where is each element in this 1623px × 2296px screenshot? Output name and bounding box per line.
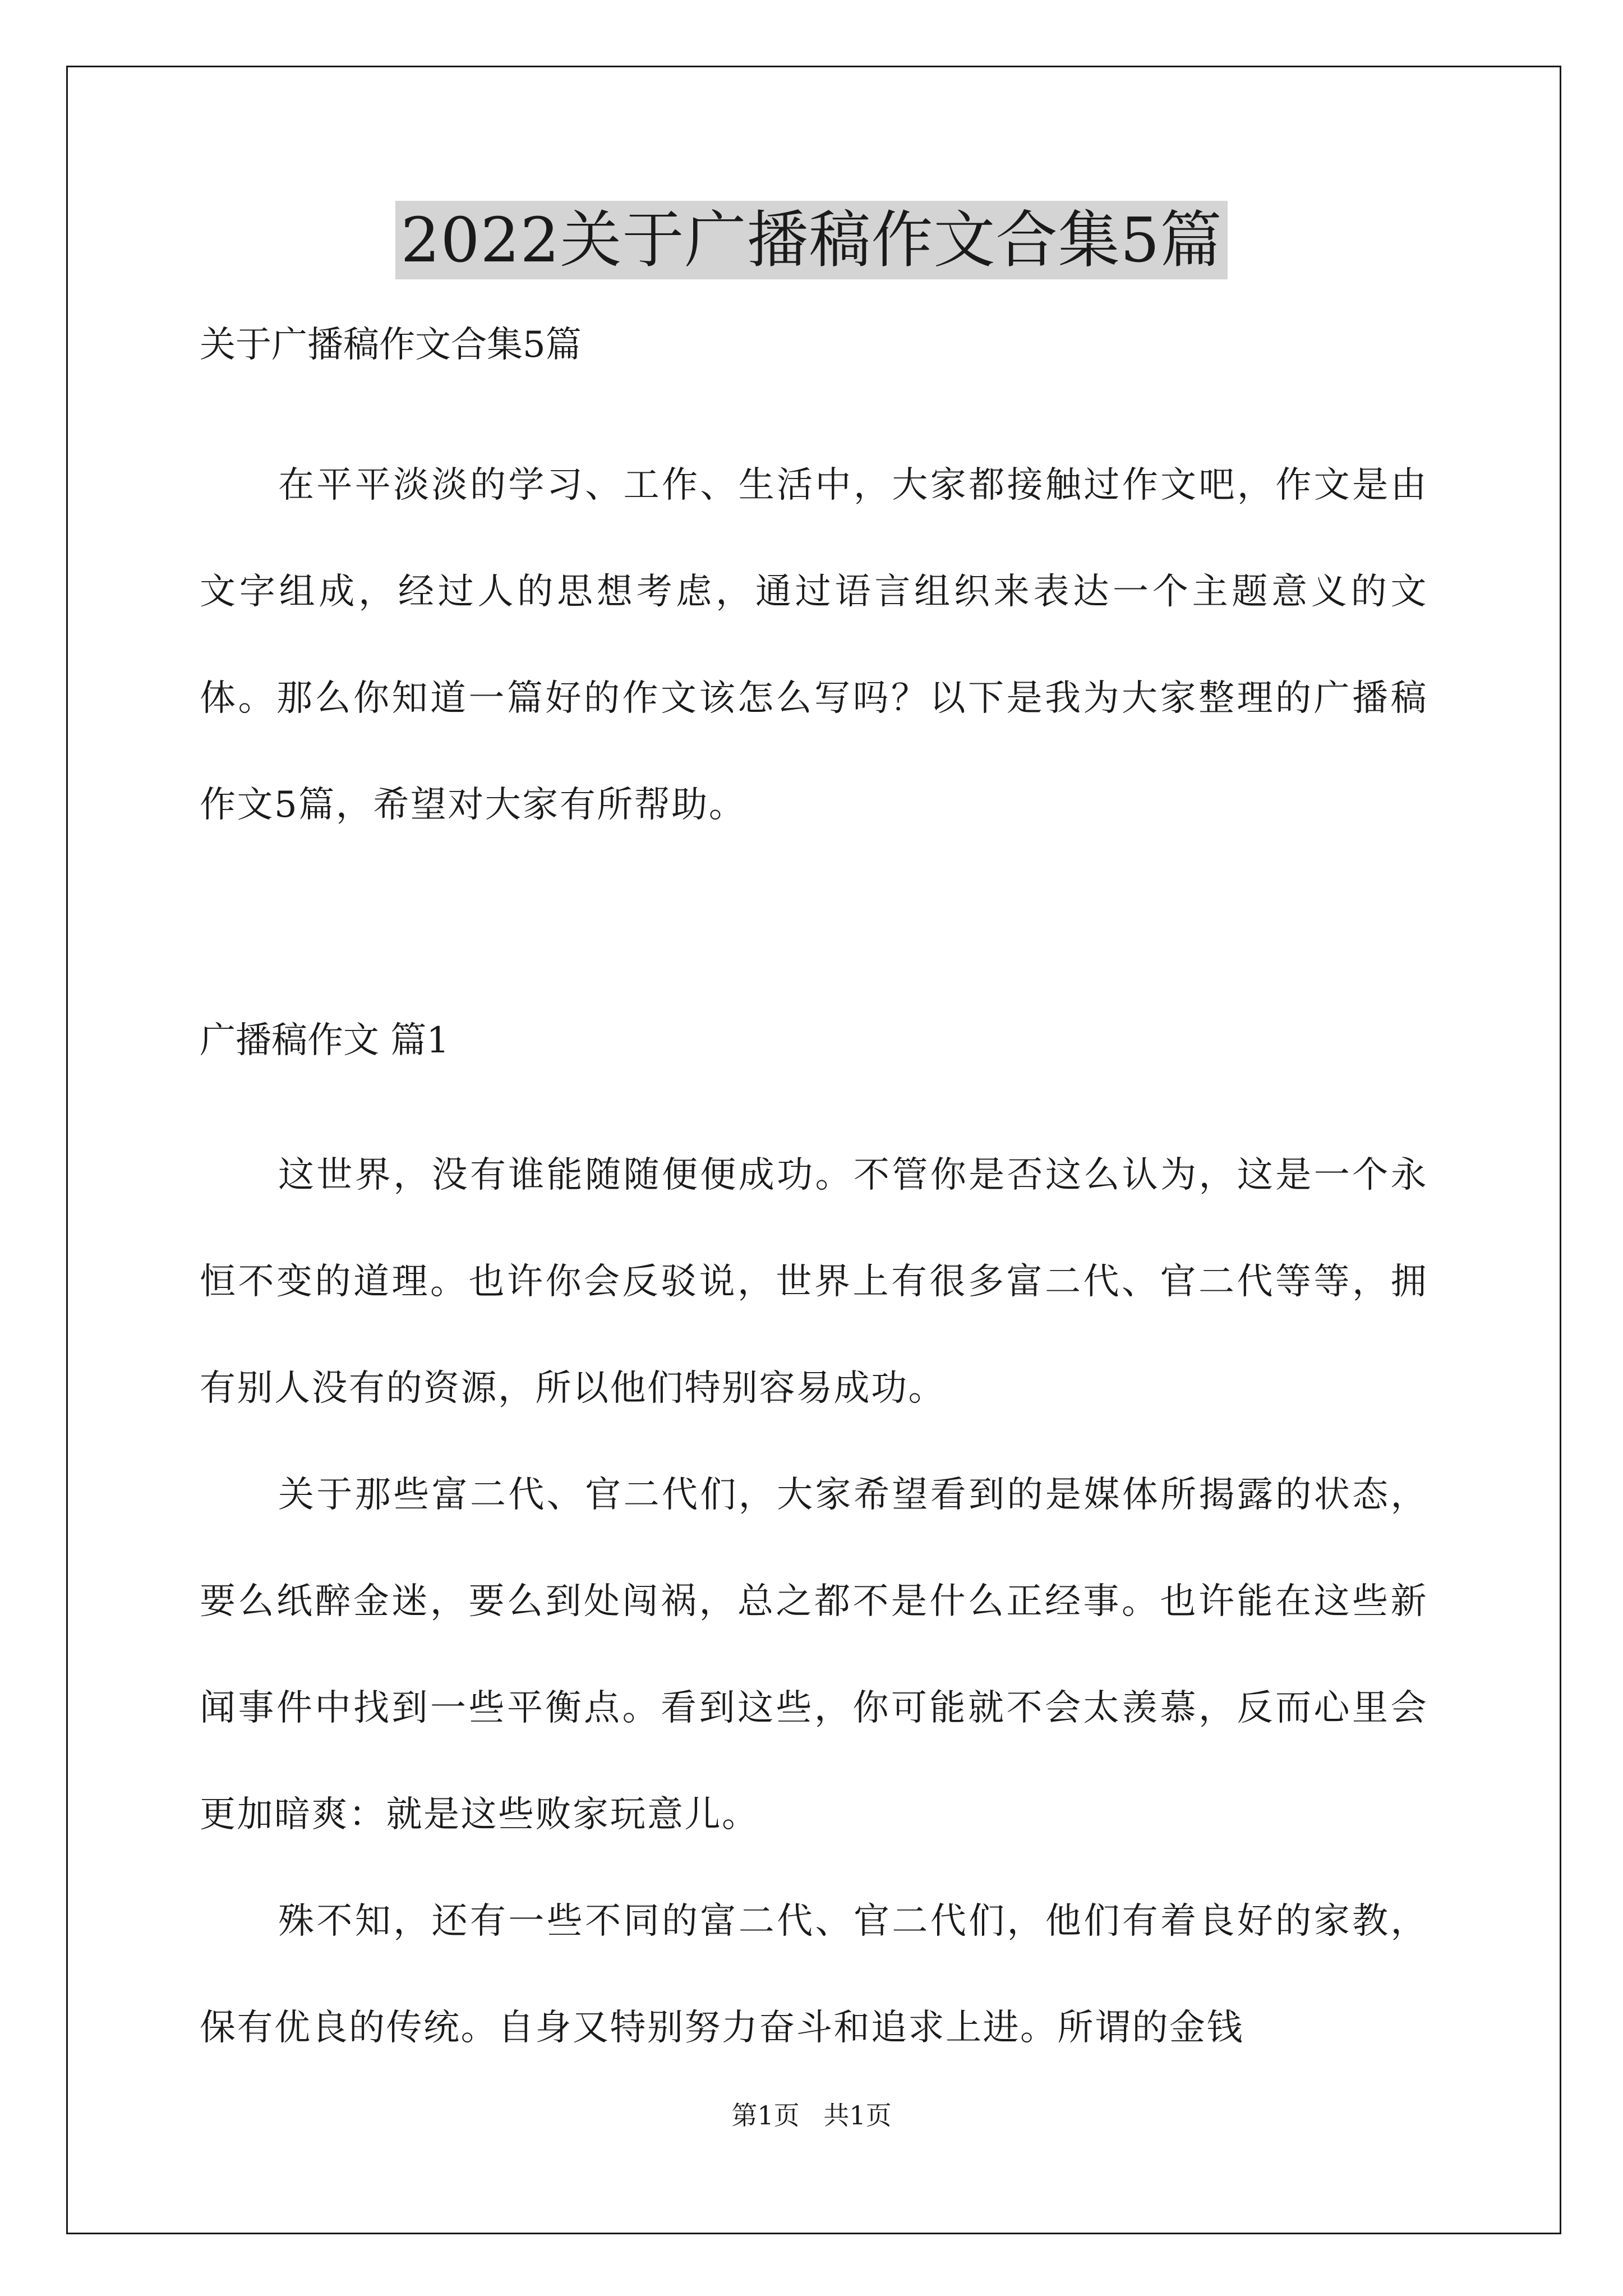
section-heading: 广播稿作文 篇1 bbox=[200, 1020, 450, 1061]
page-footer bbox=[0, 2099, 1623, 2132]
body-paragraph: 殊不知，还有一些不同的富二代、官二代们，他们有着良好的家教，保有优良的传统。自身又特别努力奋斗和追求上进。所谓的金钱 bbox=[200, 1901, 1428, 2049]
document-body bbox=[200, 320, 1428, 2081]
page-count: 共1页 bbox=[823, 2100, 892, 2131]
body-paragraph: 关于那些富二代、官二代们，大家希望看到的是媒体所揭露的状态，要么纸醉金迷，要么到处闯祸，总之都不是什么正经事。也许能在这些新闻事件中找到一些平衡点。看到这些，你可能就不会太羡慕，反而心里会更加暗爽：就是这些败家玩意儿。 bbox=[200, 1474, 1428, 1835]
intro-paragraph: 在平平淡淡的学习、工作、生活中，大家都接触过作文吧，作文是由文字组成，经过人的思想考虑，通过语言组织来表达一个主题意义的文体。那么你知道一篇好的作文该怎么写吗？以下是我为大家整理的广播稿作文5篇，希望对大家有所帮助。 bbox=[200, 464, 1428, 826]
page-number: 第1页 bbox=[731, 2100, 800, 2131]
document-subtitle: 关于广播稿作文合集5篇 bbox=[200, 324, 582, 366]
document-title: 2022关于广播稿作文合集5篇 bbox=[395, 201, 1228, 279]
body-paragraph: 这世界，没有谁能随随便便成功。不管你是否这么认为，这是一个永恒不变的道理。也许你会反驳说，世界上有很多富二代、官二代等等，拥有别人没有的资源，所以他们特别容易成功。 bbox=[200, 1154, 1428, 1409]
title-area bbox=[0, 201, 1623, 279]
